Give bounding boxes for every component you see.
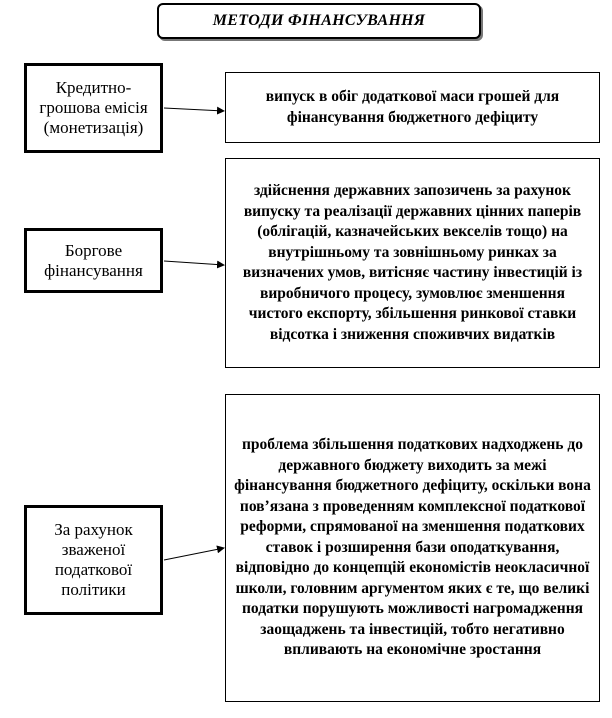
arrow-monetization [164,108,224,111]
method-label-debt-financing: Боргове фінансування [44,240,143,280]
method-label-monetization: Кредитно-грошова емісія (монетизація) [39,78,148,137]
arrow-tax-policy [164,548,224,560]
description-text-tax-policy: проблема збільшення податкових надходжень до державного бюджету виходить за межі фінансування бюджетного дефіциту, оскільки вона пов’язана з проведенням комплексної податкової реформи, спрямованої на зменшення податкових ставок і розширення бази оподаткування, відповідно до концепцій економістів неокласичної школи, головним аргументом яких є те, що великі податки порушують можливості нагромадження заощаджень та інвестицій, тобто негативно впливають на економічне зростання [234,436,591,659]
description-text-monetization: випуск в обіг додаткової маси грошей для фінансування бюджетного дефіциту [265,88,560,126]
arrow-debt-financing [164,261,224,265]
diagram-title: МЕТОДИ ФІНАНСУВАННЯ [157,3,481,39]
method-label-tax-policy: За рахунок зваженої податкової політики [54,520,133,599]
description-text-debt-financing: здійснення державних запозичень за рахунок випуску та реалізації державних цінних паперів (облігацій, казначейських векселів тощо) на внутрішньому та зовнішньому ринках за визначених умов, витісняє частину інвестицій із виробничого процесу, зумовлює зменшення чистого експорту, збільшення ринкової ставки відсотка і зниження споживчих видатків [242,182,583,343]
